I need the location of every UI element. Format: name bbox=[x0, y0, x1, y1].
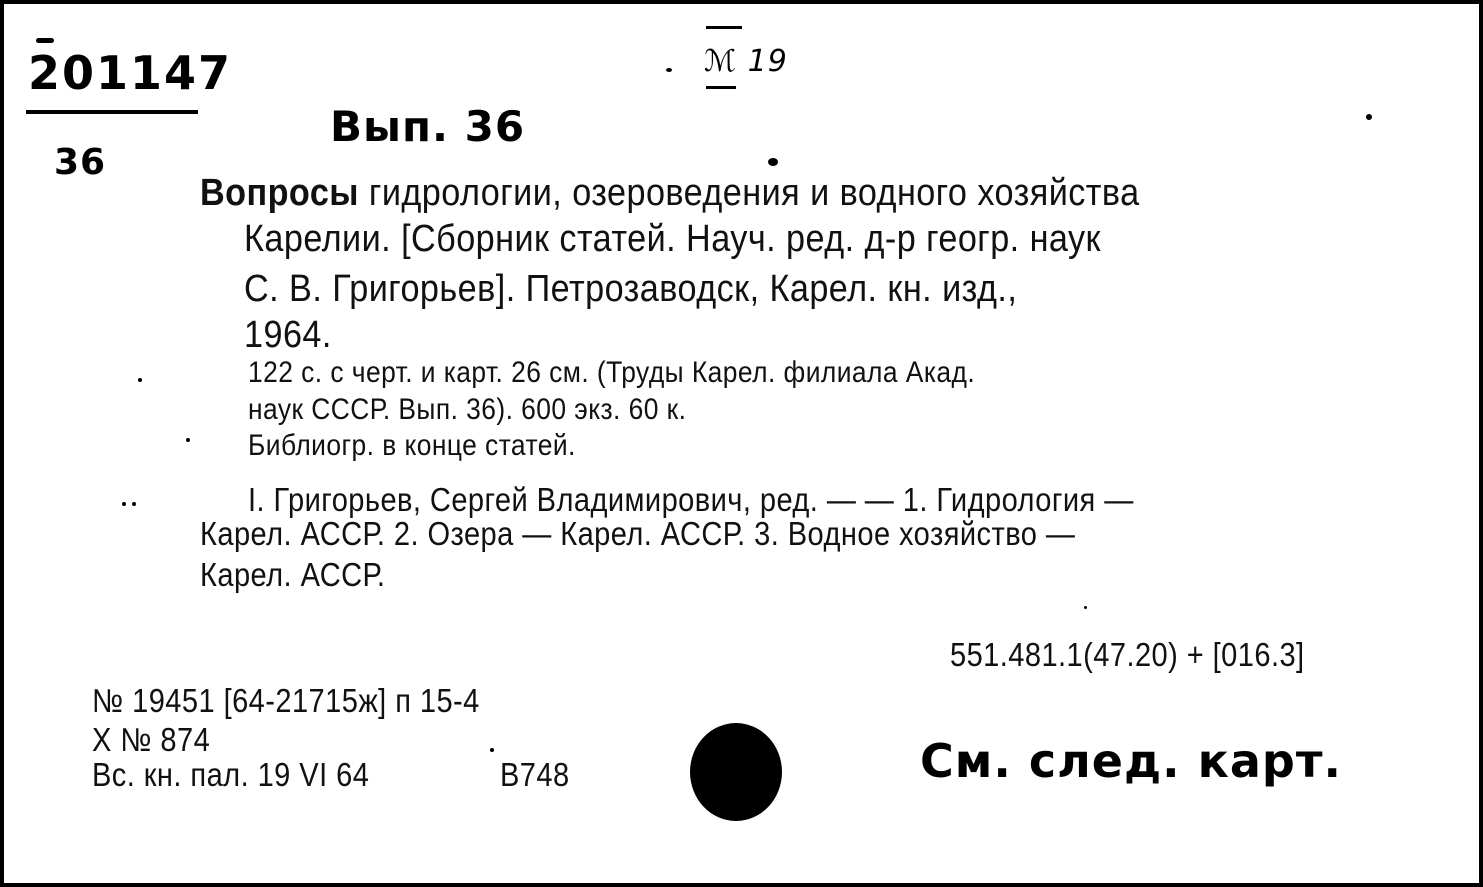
top-mark-dot bbox=[666, 68, 672, 72]
accession-underline bbox=[26, 110, 198, 114]
accession-number: 201147 bbox=[28, 46, 233, 100]
title-line-1-rest: гидрологии, озероведения и водного хозяйства bbox=[368, 172, 1140, 214]
tracings-line-1: I. Григорьев, Сергей Владимирович, ред. — — 1. Гидрология — bbox=[248, 481, 1134, 518]
top-mark: ℳ 19 bbox=[704, 44, 788, 79]
next-card-note: См. след. карт. bbox=[920, 734, 1342, 788]
speck bbox=[138, 378, 142, 382]
title-line-1 bbox=[200, 172, 1140, 215]
issue-number: Вып. 36 bbox=[330, 102, 526, 151]
udc-classification: 551.481.1(47.20) + [016.3] bbox=[950, 636, 1305, 673]
top-mark-overline bbox=[706, 26, 742, 29]
title-line-4: 1964. bbox=[244, 314, 332, 356]
footer-line-3-right: B748 bbox=[500, 756, 570, 793]
speck bbox=[186, 438, 190, 442]
tracings-line-2: Карел. АССР. 2. Озера — Карел. АССР. 3. Водное хозяйство — bbox=[200, 515, 1076, 552]
speck bbox=[1084, 606, 1087, 609]
bibliography-note: Библиогр. в конце статей. bbox=[248, 429, 576, 462]
tracings-line-3: Карел. АССР. bbox=[200, 556, 386, 593]
title-first-word: Вопросы bbox=[200, 172, 359, 214]
collation-line-1: 122 с. с черт. и карт. 26 см. (Труды Карел. филиала Акад. bbox=[248, 356, 976, 389]
title-line-3: С. В. Григорьев]. Петрозаводск, Карел. кн. изд., bbox=[244, 268, 1018, 310]
punch-hole bbox=[690, 723, 782, 821]
accession-overmark bbox=[36, 38, 54, 43]
speck bbox=[122, 502, 126, 506]
top-mark-underline bbox=[706, 86, 736, 89]
title-dot bbox=[768, 158, 778, 166]
footer-line-2: X № 874 bbox=[92, 721, 211, 758]
collation-line-2: наук СССР. Вып. 36). 600 экз. 60 к. bbox=[248, 393, 687, 426]
speck bbox=[1366, 114, 1372, 120]
footer-line-3-left: Вс. кн. пал. 19 VI 64 bbox=[92, 756, 370, 793]
title-line-2: Карелии. [Сборник статей. Науч. ред. д-р геогр. наук bbox=[244, 218, 1101, 260]
footer-line-1: № 19451 [64-21715ж] п 15-4 bbox=[92, 682, 480, 719]
speck bbox=[490, 748, 494, 752]
speck bbox=[132, 502, 136, 506]
shelf-number: 36 bbox=[54, 142, 107, 183]
